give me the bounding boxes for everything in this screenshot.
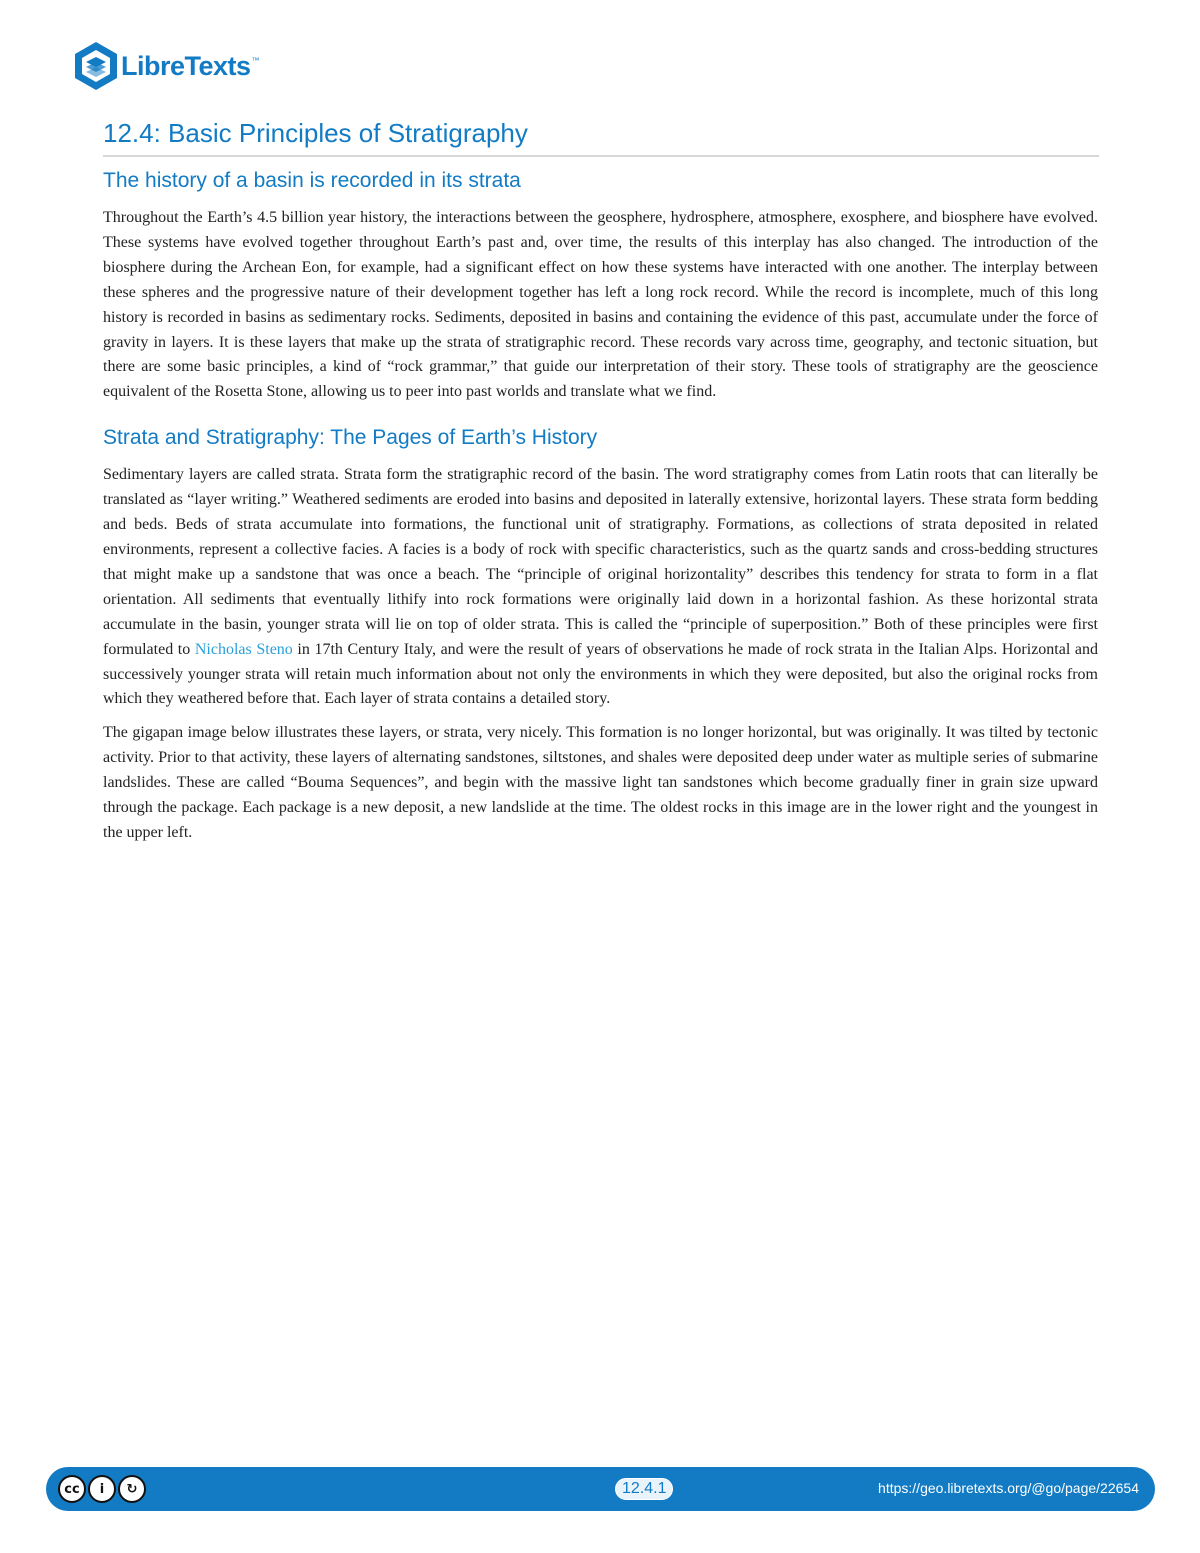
page-footer bbox=[46, 1467, 1155, 1511]
page-number: 12.4.1 bbox=[615, 1478, 673, 1500]
article-content bbox=[103, 166, 1098, 855]
by-icon: i bbox=[88, 1475, 116, 1503]
section-heading: Strata and Stratigraphy: The Pages of Earth’s History bbox=[103, 426, 598, 450]
libretexts-logo[interactable] bbox=[73, 40, 260, 92]
sa-icon: ↻ bbox=[118, 1475, 146, 1503]
paragraph-text: in 17th Century Italy, and were the result of years of observations he made of rock strata in the Italian Alps. Horizontal and successively younger strata will retain much information about not only the environments in which they were deposited, but also the original rocks from which they weathered before that. Each layer of strata contains a detailed story. bbox=[103, 640, 1099, 708]
nicholas-steno-link[interactable]: Nicholas Steno bbox=[194, 640, 293, 658]
cc-license-badge[interactable] bbox=[58, 1474, 146, 1504]
section-paragraph bbox=[103, 463, 1098, 712]
title-divider bbox=[103, 155, 1099, 157]
page-title: 12.4: Basic Principles of Stratigraphy bbox=[103, 118, 528, 148]
section-paragraph: The gigapan image below illustrates these layers, or strata, very nicely. This formation is no longer horizontal, but was originally. It was tilted by tectonic activity. Prior to that activity, these layers of alternating sandstones, siltstones, and shales were deposited deep under water as multiple series of submarine landslides. These are called “Bouma Sequences”, and begin with the massive light tan sandstones which become gradually finer in grain size upward through the package. Each package is a new deposit, a new landslide at the time. The oldest rocks in this image are in the lower right and the youngest in the upper left. bbox=[103, 724, 1098, 841]
page-url-link[interactable]: https://geo.libretexts.org/@go/page/22654 bbox=[878, 1480, 1139, 1496]
cc-icon: cc bbox=[58, 1475, 86, 1503]
libretexts-logo-icon bbox=[73, 41, 119, 91]
logo-text: LibreTexts bbox=[121, 50, 251, 81]
logo-trademark: ™ bbox=[251, 56, 260, 65]
paragraph-text: Sedimentary layers are called strata. Strata form the stratigraphic record of the basin. The word stratigraphy comes from Latin roots that can literally be translated as “layer writing.” Weathered sediments are eroded into basins and deposited in laterally extensive, horizontal layers. These strata form bedding and beds. Beds of strata accumulate into formations, the functional unit of stratigraphy. Formations, as collections of strata deposited in related environments, represent a collective facies. A facies is a body of rock with specific characteristics, such as the quartz sands and cross-bedding structures that might make up a sandstone that was once a beach. The “principle of original horizontality” describes this tendency for strata to form in a flat orientation. All sediments that eventually lithify into rock formations were originally laid down in a horizontal fashion. As these horizontal strata accumulate in the basin, younger strata will lie on top of older strata. This is called the “principle of superposition.” Both of these principles were first formulated to bbox=[103, 466, 1098, 658]
section-heading: The history of a basin is recorded in its strata bbox=[103, 169, 521, 192]
section-basin-history bbox=[103, 166, 1098, 405]
section-paragraph: Throughout the Earth’s 4.5 billion year history, the interactions between the geosphere, hydrosphere, atmosphere, exosphere, and biosphere have evolved. These systems have evolved together throughout Earth’s past and, over time, the results of this interplay has also changed. The introduction of the biosphere during the Archean Eon, for example, had a significant effect on how these systems have interacted with one another. The interplay between these spheres and the progressive nature of their development together has left a long rock record. While the record is incomplete, much of this long history is recorded in basins as sedimentary rocks. Sediments, deposited in basins and containing the evidence of this past, accumulate under the force of gravity in layers. It is these layers that make up the strata of stratigraphic record. These records vary across time, geography, and tectonic situation, but there are some basic principles, a kind of “rock grammar,” that guide our interpretation of their story. These tools of stratigraphy are the geoscience equivalent of the Rosetta Stone, allowing us to peer into past worlds and translate what we find. bbox=[103, 209, 1098, 401]
section-strata-stratigraphy bbox=[103, 423, 1098, 846]
